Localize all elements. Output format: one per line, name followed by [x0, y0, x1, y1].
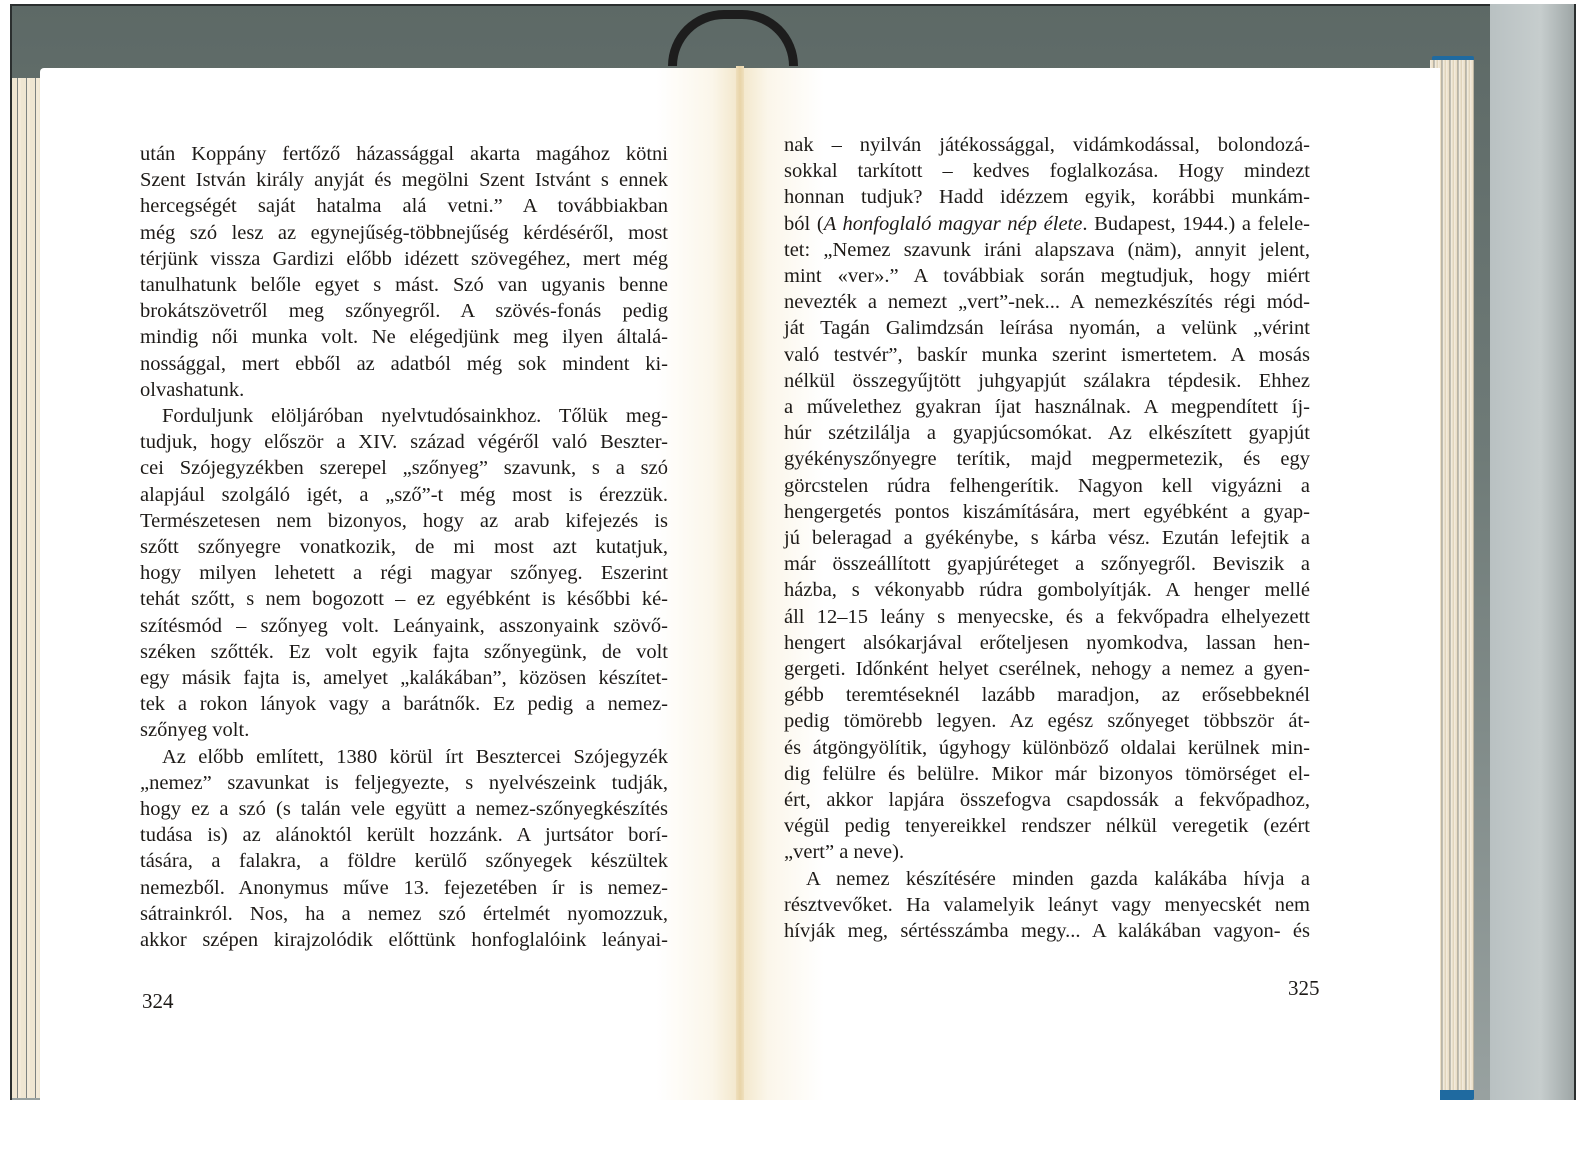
- text-line: gébb teremtéseknél lazább maradjon, az erősebbeknél: [784, 684, 1310, 707]
- text-line: nemezből. Anonymus műve 13. fejezetében ír is nemez-: [140, 876, 668, 899]
- text-line: jú beleragad a gyékénybe, s kárba vész. Ezután lefejtik a: [784, 527, 1310, 550]
- text-fragment: ból (: [784, 212, 824, 235]
- text-line: Szent István király anyját és megölni Szent Istvánt s ennek: [140, 169, 668, 192]
- book-gutter: [736, 66, 744, 1100]
- text-line: ját Tagán Galimdzsán leírása nyomán, a velünk „vérint: [784, 317, 1310, 340]
- left-page-text: [140, 141, 668, 953]
- text-line: szítésmód – szőnyeg volt. Leányaink, asszonyaink szövő-: [140, 614, 668, 637]
- page-number-left: 324: [142, 989, 174, 1013]
- text-line: húr szétzilálja a gyapjúcsomókat. Az elkészített gyapjút: [784, 422, 1310, 445]
- cited-book-title: A honfoglaló magyar nép élete: [823, 212, 1083, 235]
- right-page-text: [784, 132, 1310, 944]
- text-line: sokkal tarkított – kedves foglalkozása. Hogy mindezt: [784, 160, 1310, 183]
- text-line: hívják meg, sértésszámba megy... A kalákában vagyon- és: [784, 920, 1310, 943]
- text-line: után Koppány fertőző házassággal akarta magához kötni: [140, 143, 668, 165]
- text-line: egy másik fajta is, amelyet „kalákában”, közösen készítet-: [140, 667, 668, 690]
- text-line: gyékényszőnyegre terítik, majd megpermetezik, és egy: [784, 448, 1310, 471]
- text-line: széken szőtték. Ez volt egyik fajta szőnyegünk, de volt: [140, 640, 668, 663]
- text-line: hogy ez a szó (s talán vele együtt a nemez-szőnyegkészítés: [140, 798, 668, 821]
- text-line: tek a rokon lányok vagy a barátnők. Ez pedig a nemez-: [140, 693, 668, 716]
- scanner-background-right: [1490, 4, 1576, 1132]
- text-line: Forduljunk elöljáróban nyelvtudósainkhoz. Tőlük meg-: [162, 405, 668, 428]
- text-line: tet: „Nemez szavunk iráni alapszava (näm), annyit jelent,: [784, 238, 1310, 261]
- text-line: szőnyeg volt.: [140, 719, 250, 742]
- text-line: nak – nyilván játékossággal, vidámkodással, bolondozá-: [784, 134, 1310, 156]
- text-line: alapjául szolgáló igét, a „sző”-t még most is érezzük.: [140, 483, 668, 506]
- text-line: tudása is) az alánoktól került hozzánk. A jurtsátor borí-: [140, 824, 668, 847]
- text-line: való testvér”, baskír munka szerint ismertetem. A mosás: [784, 343, 1310, 366]
- text-line: mindig női munka volt. Ne elégedjünk meg ilyen általá-: [140, 326, 668, 349]
- text-line: tanulhatunk belőle egyet s mást. Szó van ugyanis benne: [140, 274, 668, 297]
- text-line: cei Szójegyzékben szerepel „szőnyeg” szavunk, s a szó: [140, 457, 668, 480]
- text-line: mint «ver».” A továbbiak során megtudjuk, hogy miért: [784, 265, 1310, 288]
- text-line: nossággal, mert ebből az adatból még sok mindent ki-: [140, 352, 668, 375]
- text-line: hengert alsókarjával erőteljesen nyomkodva, lassan hen-: [784, 631, 1310, 654]
- text-line: nélkül összegyűjtött juhgyapjút szálakra tépdesik. Ehhez: [784, 369, 1310, 392]
- text-line: és átgöngyölítik, úgyhogy különböző oldalai kerülnek min-: [784, 736, 1310, 759]
- text-line: dig felülre és belülre. Mikor már bizonyos tömörséget el-: [784, 762, 1310, 785]
- text-line: „vert” a neve).: [784, 841, 905, 864]
- text-line: brokátszövetről meg szőnyegről. A szövés-fonás pedig: [140, 300, 668, 323]
- text-line: tudjuk, hogy először a XIV. század végéről való Beszter-: [140, 431, 668, 454]
- text-line: szőtt szőnyegre vonatkozik, de mi most azt kutatjuk,: [140, 536, 668, 559]
- text-line: résztvevőket. Ha valamelyik leányt vagy menyecskét nem: [784, 893, 1310, 916]
- text-line: áll 12–15 leány s menyecske, és a fekvőpadra elhelyezett: [784, 605, 1310, 628]
- text-line: Természetesen nem bizonyos, hogy az arab kifejezés is: [140, 509, 668, 532]
- page-number-right: 325: [1288, 976, 1320, 1000]
- text-line-with-title: [784, 211, 1310, 237]
- text-line: házba, s vékonyabb rúdra gombolyítják. A henger mellé: [784, 579, 1310, 602]
- text-line: görcstelen rúdra felhengerítik. Nagyon kell vigyázni a: [784, 474, 1310, 497]
- text-line: végül pedig tenyereikkel rendszer nélkül veregetik (ezért: [784, 815, 1310, 838]
- text-line: honnan tudjuk? Hadd idézzem egyik, korábbi munkám-: [784, 186, 1310, 209]
- text-line: A nemez készítésére minden gazda kalákába hívja a: [806, 867, 1310, 890]
- text-line: gergeti. Időnként helyet cserélnek, nehogy a nemez a gyen-: [784, 658, 1310, 681]
- scan-margin-bottom: [10, 1100, 1576, 1132]
- text-line: hogy milyen lehetett a régi magyar szőnyeg. Eszerint: [140, 562, 668, 585]
- text-line: akkor szépen kirajzolódik előttünk honfoglalóink leányai-: [140, 929, 668, 952]
- text-line: „nemez” szavunkat is feljegyezte, s nyelvészeink tudják,: [140, 771, 668, 794]
- text-line: hercegségét saját hatalma alá vetni.” A továbbiakban: [140, 195, 668, 218]
- text-line: sátrainkról. Nos, ha a nemez szó értelmét nyomozzuk,: [140, 902, 668, 925]
- text-line: már összeállított gyapjúréteget a szőnyegről. Beviszik a: [784, 553, 1310, 576]
- text-line: térjünk vissza Gardizi előbb idézett szövegéhez, mert még: [140, 247, 668, 270]
- text-line: hengergetés pontos kiszámítására, mert egyébként a gyap-: [784, 500, 1310, 523]
- text-line: nevezték a nemezt „vert”-nek... A nemezkészítés régi mód-: [784, 291, 1310, 314]
- right-page-lines: [784, 237, 1310, 944]
- text-line: Az előbb említett, 1380 körül írt Besztercei Szójegyzék: [162, 745, 668, 768]
- text-line: tehát szőtt, s nem bogozott – ez egyébként is későbbi ké-: [140, 588, 668, 611]
- text-fragment: . Budapest, 1944.) a felele-: [1082, 212, 1311, 235]
- text-line: még szó lesz az egynejűség-többnejűség kérdéséről, most: [140, 221, 668, 244]
- text-line: a művelethez gyakran íjat használnak. A megpendített íj-: [784, 396, 1310, 419]
- text-line: pedig tömörebb legyen. Az egész szőnyeget többször át-: [784, 710, 1310, 733]
- text-line: tására, a falakra, a földre kerülő szőnyegek készültek: [140, 850, 668, 873]
- text-line: ért, akkor lapjára összefogva csapdossák a fekvőpadhoz,: [784, 789, 1310, 812]
- text-line: olvashatunk.: [140, 378, 245, 401]
